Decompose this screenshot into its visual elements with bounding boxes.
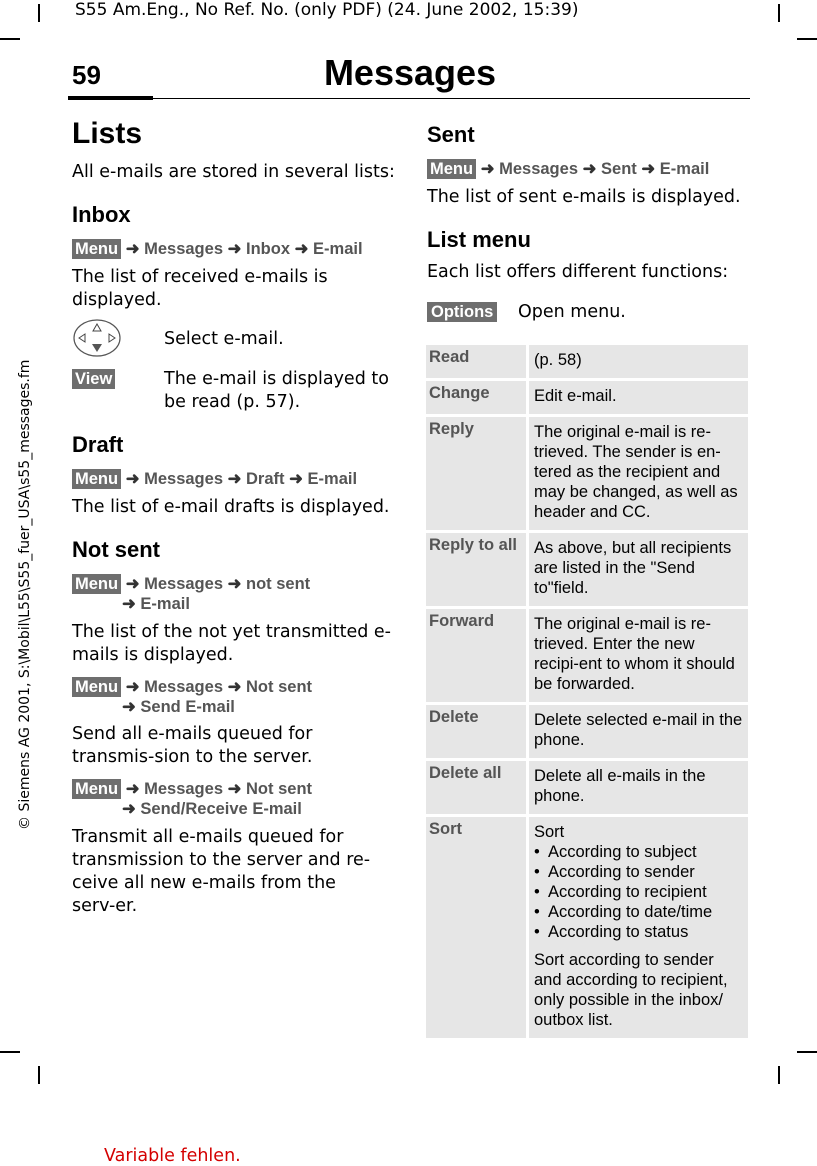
- draft-desc: The list of e-mail drafts is displayed.: [72, 497, 390, 517]
- list-menu-table: [426, 342, 748, 1041]
- crop-mark: [0, 1051, 20, 1053]
- table-row: [426, 417, 748, 530]
- options-desc: Open menu.: [518, 302, 626, 322]
- list-menu-desc: Each list offers different functions:: [427, 262, 729, 282]
- list-item: • According to date/time: [534, 902, 743, 922]
- menu-key[interactable]: Menu: [72, 677, 121, 697]
- sent-desc: The list of sent e-mails is displayed.: [427, 187, 741, 207]
- not-sent-path-1: Menu ➜ Messages ➜ not sent ➜ E-mail: [72, 574, 310, 614]
- nav-desc: Select e-mail.: [164, 329, 284, 349]
- page-number: 59: [72, 60, 101, 90]
- menu-option-desc: Delete all e-mails in the phone.: [529, 761, 748, 814]
- menu-key[interactable]: Menu: [427, 159, 476, 179]
- table-row: [426, 609, 748, 702]
- menu-key[interactable]: Menu: [72, 469, 121, 489]
- path-item: Messages: [144, 240, 223, 258]
- sort-bullets: [534, 842, 743, 942]
- menu-option-delete: Delete: [426, 705, 529, 758]
- path-item: Send/Receive E-mail: [140, 800, 302, 818]
- menu-option-delete-all: Delete all: [426, 761, 529, 814]
- menu-option-read: Read: [426, 345, 529, 378]
- menu-key[interactable]: Menu: [72, 574, 121, 594]
- menu-option-desc: Edit e-mail.: [529, 381, 748, 414]
- table-row: [426, 345, 748, 378]
- sent-heading: Sent: [427, 122, 475, 147]
- path-item: Messages: [144, 470, 223, 488]
- crop-mark: [797, 1051, 817, 1053]
- table-row: [426, 705, 748, 758]
- menu-option-forward: Forward: [426, 609, 529, 702]
- draft-heading: Draft: [72, 432, 124, 457]
- menu-option-reply: Reply: [426, 417, 529, 530]
- not-sent-desc-1: The list of the not yet transmitted e-mails is displayed.: [72, 622, 391, 665]
- path-item: E-mail: [140, 595, 190, 613]
- sort-title: Sort: [534, 823, 565, 841]
- sent-path: Menu ➜ Messages ➜ Sent ➜ E-mail: [427, 159, 709, 179]
- path-item: Sent: [601, 160, 637, 178]
- not-sent-path-3: Menu ➜ Messages ➜ Not sent ➜ Send/Receive E-mail: [72, 779, 312, 819]
- menu-option-desc: As above, but all recipients are listed in the "Send to"field.: [529, 533, 748, 606]
- path-item: Not sent: [246, 678, 313, 696]
- lists-intro: All e-mails are stored in several lists:: [72, 162, 395, 182]
- list-item: • According to status: [534, 922, 743, 942]
- list-item: • According to subject: [534, 842, 743, 862]
- crop-mark: [0, 38, 20, 40]
- menu-option-desc: The original e-mail is re-trieved. The sender is en-tered as the recipient and may be changed, as well as header and CC.: [529, 417, 748, 530]
- path-item: Not sent: [246, 780, 313, 798]
- sort-note: Sort according to sender and according to recipient, only possible in the inbox/ outbox list.: [534, 951, 728, 1029]
- path-item: Inbox: [246, 240, 291, 258]
- doc-info: S55 Am.Eng., No Ref. No. (only PDF) (24. June 2002, 15:39): [75, 0, 579, 20]
- menu-option-change: Change: [426, 381, 529, 414]
- crop-mark: [778, 1066, 780, 1084]
- draft-path: Menu ➜ Messages ➜ Draft ➜ E-mail: [72, 469, 357, 489]
- menu-key[interactable]: Menu: [72, 779, 121, 799]
- copyright-sidebar: © Siemens AG 2001, S:\Mobil\L55\S55_fuer_USA\s55_messages.fm: [17, 359, 33, 830]
- path-item: Send E-mail: [140, 698, 235, 716]
- inbox-heading: Inbox: [72, 202, 131, 227]
- navigation-key-icon: [72, 318, 122, 358]
- menu-option-desc: The original e-mail is re-trieved. Enter the new recipi-ent to whom it should be forwarded.: [529, 609, 748, 702]
- crop-mark: [38, 4, 40, 22]
- table-row: [426, 761, 748, 814]
- path-item: Messages: [499, 160, 578, 178]
- path-item: E-mail: [313, 240, 363, 258]
- list-item: • According to recipient: [534, 882, 743, 902]
- table-row: [426, 817, 748, 1038]
- lists-heading: Lists: [72, 117, 143, 150]
- path-item: Draft: [246, 470, 285, 488]
- not-sent-desc-2: Send all e-mails queued for transmis-sion to the server.: [72, 724, 313, 767]
- view-key[interactable]: View: [72, 369, 115, 389]
- crop-mark: [778, 4, 780, 22]
- path-item: E-mail: [307, 470, 358, 488]
- menu-option-reply-to-all: Reply to all: [426, 533, 529, 606]
- options-key[interactable]: Options: [427, 302, 497, 322]
- menu-option-desc: (p. 58): [529, 345, 748, 378]
- inbox-desc: The list of received e-mails is displayed.: [72, 267, 328, 310]
- crop-mark: [797, 38, 817, 40]
- not-sent-desc-3: Transmit all e-mails queued for transmission to the server and re-ceive all new e-mails from the serv-er.: [72, 827, 371, 916]
- sort-desc: [529, 817, 748, 1038]
- list-menu-heading: List menu: [427, 227, 531, 252]
- not-sent-path-2: Menu ➜ Messages ➜ Not sent ➜ Send E-mail: [72, 677, 312, 717]
- table-row: [426, 381, 748, 414]
- path-item: Messages: [144, 575, 223, 593]
- view-desc: The e-mail is displayed to be read (p. 57).: [164, 369, 389, 412]
- crop-mark: [38, 1066, 40, 1084]
- path-item: E-mail: [659, 160, 710, 178]
- variable-warning: Variable fehlen.: [104, 1146, 241, 1166]
- menu-option-desc: Delete selected e-mail in the phone.: [529, 705, 748, 758]
- path-item: Messages: [144, 780, 223, 798]
- path-item: not sent: [246, 575, 311, 593]
- list-item: • According to sender: [534, 862, 743, 882]
- page-title: Messages: [323, 52, 497, 93]
- inbox-path: Menu ➜ Messages ➜ Inbox ➜ E-mail: [72, 239, 363, 259]
- menu-option-sort: Sort: [426, 817, 529, 1038]
- table-row: [426, 533, 748, 606]
- path-item: Messages: [144, 678, 223, 696]
- menu-key[interactable]: Menu: [72, 239, 121, 259]
- header-rule: [68, 98, 750, 99]
- not-sent-heading: Not sent: [72, 537, 160, 562]
